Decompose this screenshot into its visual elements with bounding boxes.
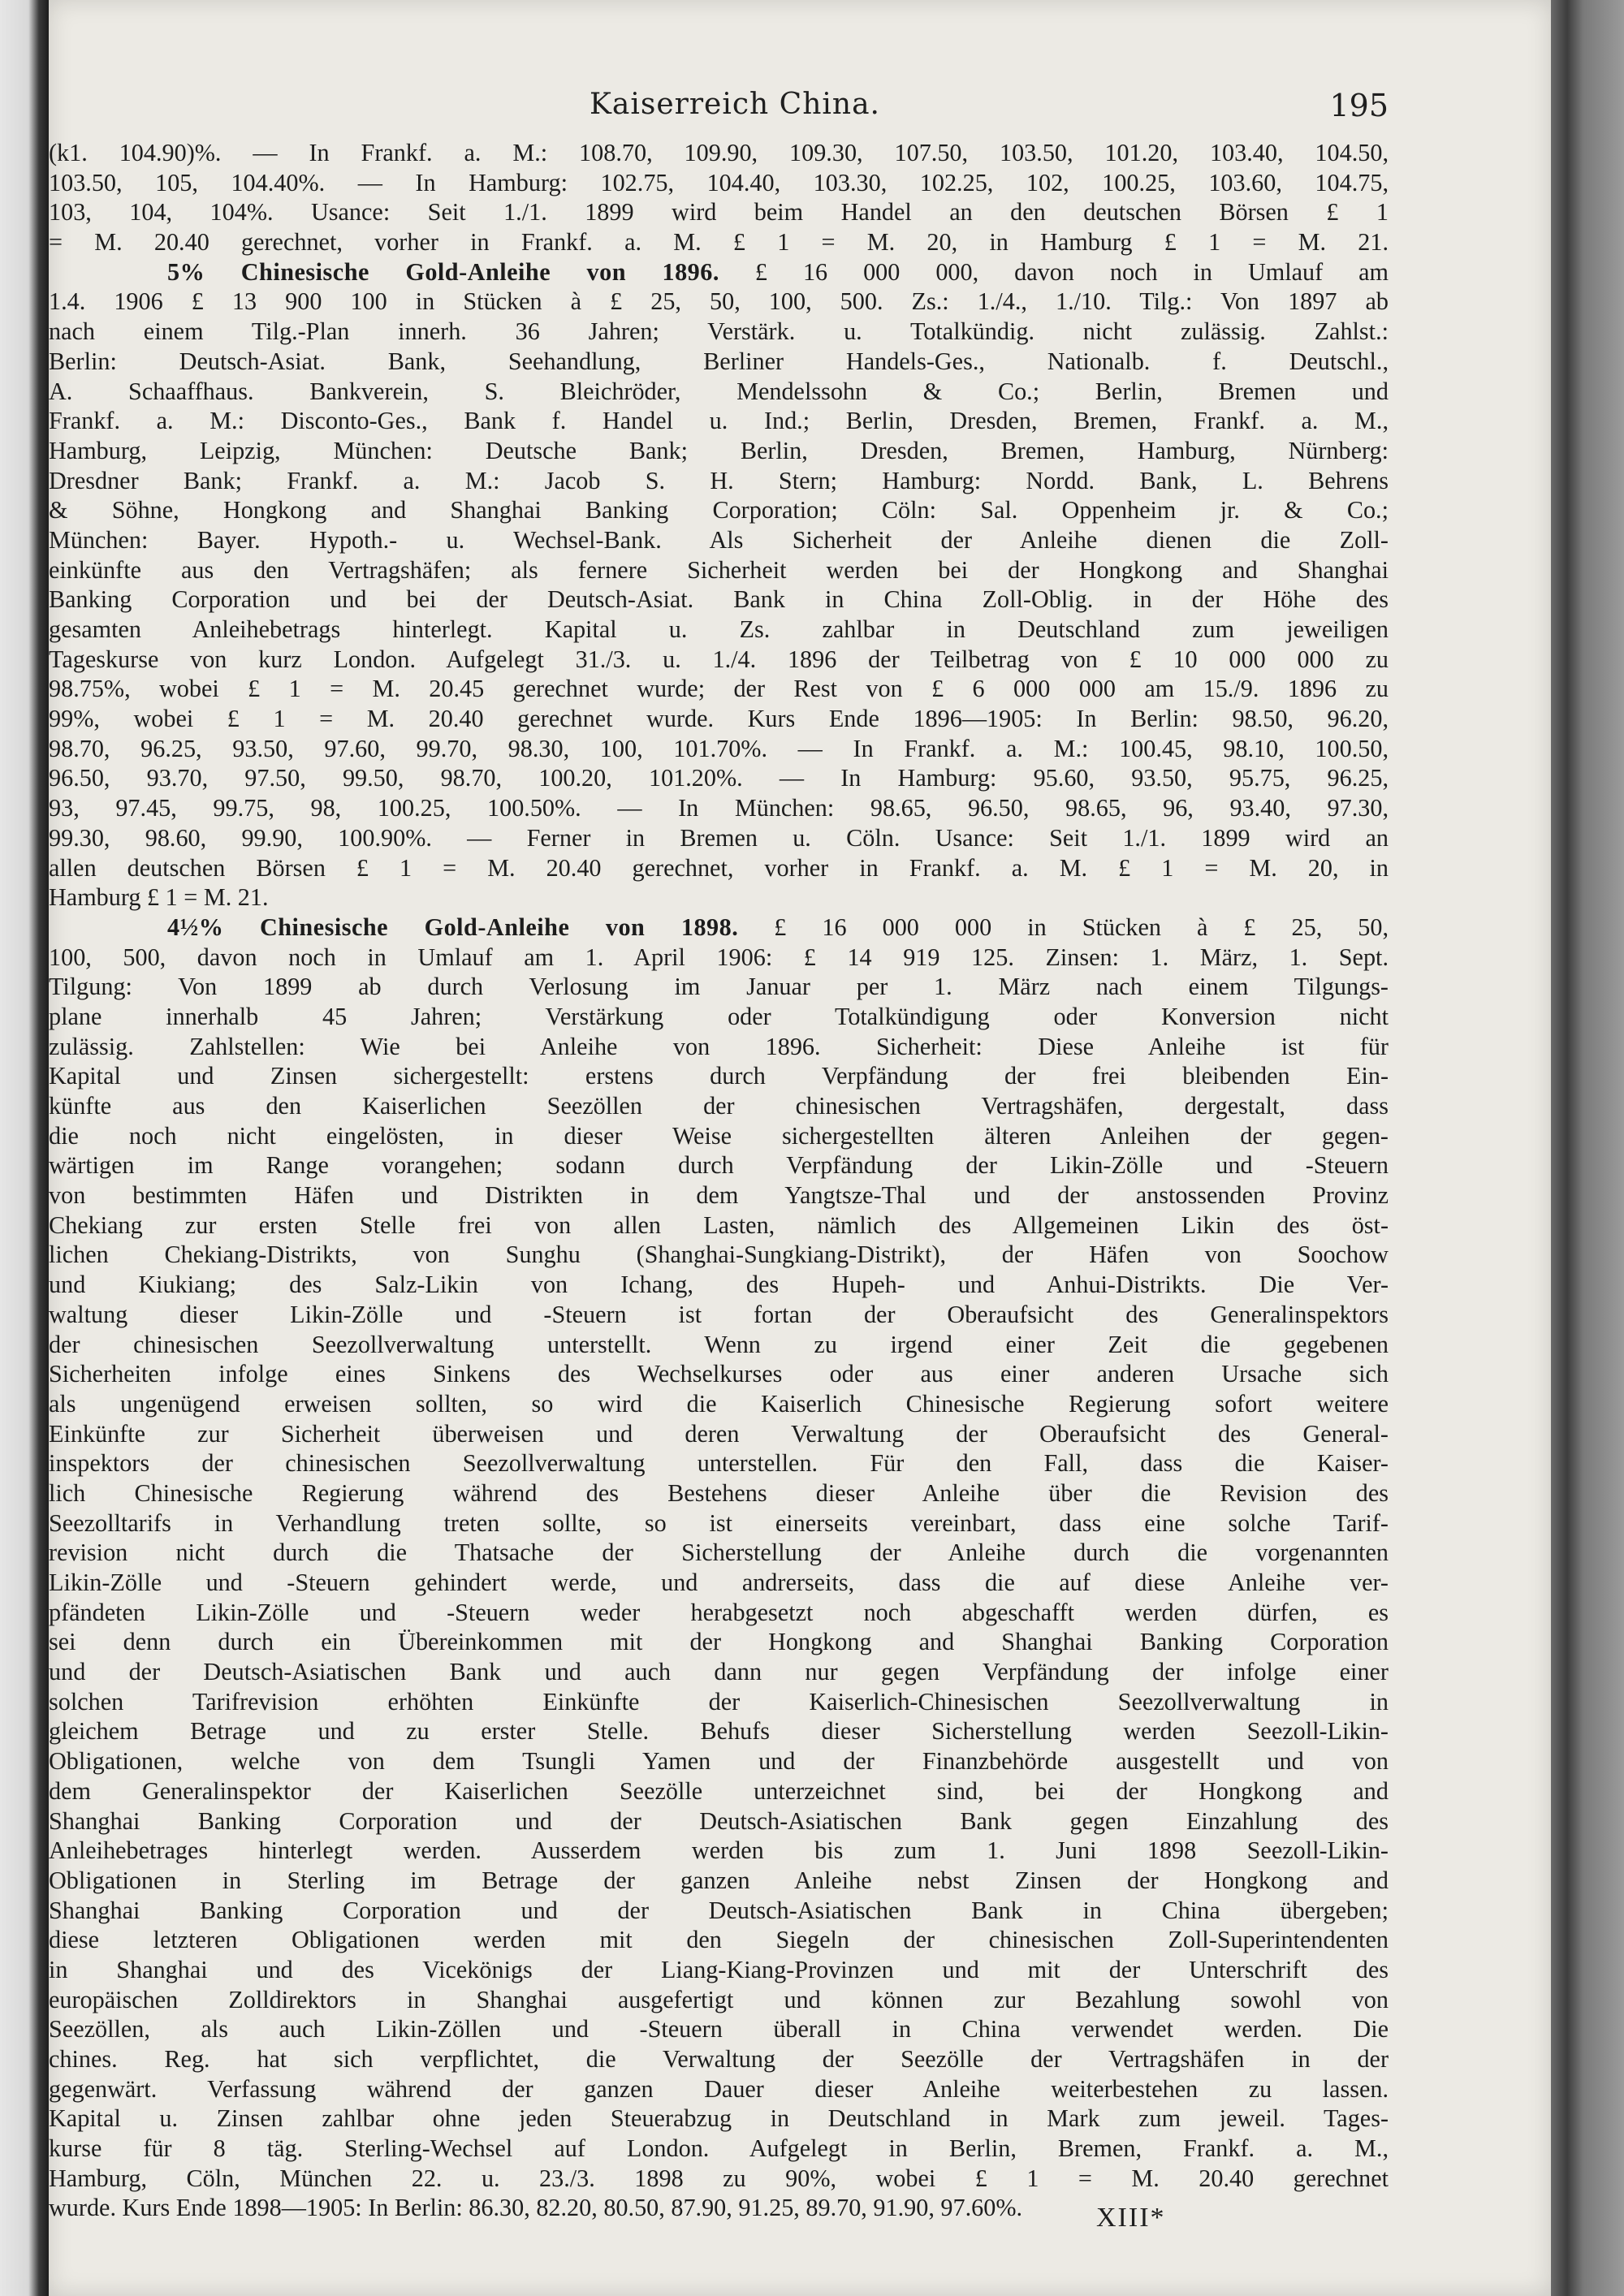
text-line [49, 1300, 1389, 1330]
section-heading: 4½% Chinesische Gold-Anleihe von 1898. [167, 913, 739, 941]
text-line [49, 2193, 1389, 2223]
text-line [49, 1687, 1389, 1717]
text-line [49, 2074, 1389, 2104]
line-text: Sicherheiten infolge eines Sinkens des Wechselkurses oder aus einer anderen Ursache sich [49, 1360, 1389, 1388]
line-text: als ungenügend erweisen sollten, so wird die Kaiserlich Chinesische Regierung sofort weitere [49, 1389, 1389, 1418]
text-line [49, 287, 1389, 317]
text-line [49, 734, 1389, 764]
text-line [49, 227, 1389, 257]
line-text: lichen Chekiang-Distrikts, von Sunghu (Shanghai-Sungkiang-Distrikt), der Häfen von Soochow [49, 1241, 1389, 1269]
text-line [49, 1211, 1389, 1241]
line-text: der chinesischen Seezollverwaltung unterstellt. Wenn zu irgend einer Zeit die gegebenen [49, 1330, 1389, 1358]
text-line [49, 1478, 1389, 1508]
text-line [49, 1538, 1389, 1568]
line-text: und der Deutsch-Asiatischen Bank und auch dann nur gegen Verpfändung der infolge einer [49, 1658, 1389, 1686]
text-line [49, 2164, 1389, 2194]
text-line [49, 1896, 1389, 1926]
text-line [49, 1836, 1389, 1866]
text-line [49, 1448, 1389, 1478]
text-line [49, 555, 1389, 585]
book-edge-right [1551, 0, 1624, 2296]
line-text: Banking Corporation und bei der Deutsch-Asiat. Bank in China Zoll-Oblig. in der Höhe des [49, 585, 1389, 614]
text-line [49, 1180, 1389, 1211]
text-line [49, 1955, 1389, 1985]
line-text: revision nicht durch die Thatsache der Sicherstellung der Anleihe durch die vorgenannten [49, 1539, 1389, 1567]
line-text: wärtigen im Range vorangehen; sodann durch Verpfändung der Likin-Zölle und -Steuern [49, 1151, 1389, 1180]
text-line [49, 1240, 1389, 1270]
text-line [49, 525, 1389, 555]
line-text: Shanghai Banking Corporation und der Deutsch-Asiatischen Bank in China übergeben; [49, 1896, 1389, 1924]
line-text: allen deutschen Börsen £ 1 = M. 20.40 gerechnet, vorher in Frankf. a. M. £ 1 = M. 20, in [49, 853, 1389, 882]
line-text: 99%, wobei £ 1 = M. 20.40 gerechnet wurde. Kurs Ende 1896—1905: In Berlin: 98.50, 96.20, [49, 705, 1389, 733]
text-line [49, 943, 1389, 973]
text-line [49, 1598, 1389, 1628]
text-line [49, 1985, 1389, 2015]
line-text: Einkünfte zur Sicherheit überweisen und deren Verwaltung der Oberaufsicht des General- [49, 1419, 1389, 1448]
line-text: Seezolltarifs in Verhandlung treten sollte, so ist einerseits vereinbart, dass eine solche Tarif- [49, 1508, 1389, 1537]
line-text: die noch nicht eingelösten, in dieser Weise sichergestellten älteren Anleihen der gegen- [49, 1121, 1389, 1150]
line-text: Hamburg, Cöln, München 22. u. 23./3. 1898 zu 90%, wobei £ 1 = M. 20.40 gerechnet [49, 2164, 1389, 2192]
line-text: Tilgung: Von 1899 ab durch Verlosung im Januar per 1. März nach einem Tilgungs- [49, 973, 1389, 1001]
text-line [49, 1657, 1389, 1687]
page-number: 195 [1329, 88, 1389, 123]
text-line [49, 1627, 1389, 1657]
line-text: A. Schaaffhaus. Bankverein, S. Bleichröder, Mendelssohn & Co.; Berlin, Bremen und [49, 377, 1389, 405]
line-text: & Söhne, Hongkong and Shanghai Banking Corporation; Cöln: Sal. Oppenheim jr. & Co.; [49, 496, 1389, 524]
text-line [49, 466, 1389, 496]
line-text: künfte aus den Kaiserlichen Seezöllen der chinesischen Vertragshäfen, dergestalt, dass [49, 1092, 1389, 1120]
line-text: Tageskurse von kurz London. Aufgelegt 31./3. u. 1./4. 1896 der Teilbetrag von £ 10 000 000 zu [49, 645, 1389, 673]
text-line [49, 2134, 1389, 2164]
text-line [49, 883, 1389, 913]
line-text: pfändeten Likin-Zölle und -Steuern weder herabgesetzt noch abgeschafft werden dürfen, es [49, 1598, 1389, 1626]
line-text: gegenwärt. Verfassung während der ganzen Dauer dieser Anleihe weiterbestehen zu lassen. [49, 2074, 1389, 2103]
text-line [49, 1716, 1389, 1746]
line-text: 103, 104, 104%. Usance: Seit 1./1. 1899 wird beim Handel an den deutschen Börsen £ 1 [49, 198, 1389, 227]
line-text: kurse für 8 täg. Sterling-Wechsel auf London. Aufgelegt in Berlin, Bremen, Frankf. a. M., [49, 2134, 1389, 2163]
signature-mark: XIII* [1096, 2203, 1166, 2233]
line-text: = M. 20.40 gerechnet, vorher in Frankf. a. M. £ 1 = M. 20, in Hamburg £ 1 = M. 21. [49, 228, 1389, 257]
line-text: Kapital und Zinsen sichergestellt: erstens durch Verpfändung der frei bleibenden Ein- [49, 1062, 1389, 1090]
line-text: gesamten Anleihebetrags hinterlegt. Kapital u. Zs. zahlbar in Deutschland zum jeweiligen [49, 615, 1389, 643]
line-text: 96.50, 93.70, 97.50, 99.50, 98.70, 100.20, 101.20%. — In Hamburg: 95.60, 93.50, 95.75, 96.25, [49, 764, 1389, 792]
line-text: Likin-Zölle und -Steuern gehindert werde, und andrerseits, dass die auf diese Anleihe ver- [49, 1569, 1389, 1596]
text-line [49, 138, 1389, 168]
text-line [49, 1150, 1389, 1180]
line-text: von bestimmten Häfen und Distrikten in dem Yangtsze-Thal und der anstossenden Provinz [49, 1181, 1389, 1210]
text-line [49, 1389, 1389, 1419]
text-line [49, 1061, 1389, 1091]
line-text: solchen Tarifrevision erhöhten Einkünfte der Kaiserlich-Chinesischen Seezollverwaltung in [49, 1687, 1389, 1716]
text-line [49, 1002, 1389, 1032]
text-line [49, 645, 1389, 675]
text-line [49, 197, 1389, 227]
line-text: 93, 97.45, 99.75, 98, 100.25, 100.50%. — In München: 98.65, 96.50, 98.65, 96, 93.40, 97.30, [49, 794, 1389, 822]
text-line [49, 406, 1389, 436]
line-text: europäischen Zolldirektors in Shanghai ausgefertigt und können zur Bezahlung sowohl von [49, 1985, 1389, 2013]
text-line [49, 1091, 1389, 1121]
line-text: 98.70, 96.25, 93.50, 97.60, 99.70, 98.30, 100, 101.70%. — In Frankf. a. M.: 100.45, 98.10, 100.50, [49, 734, 1389, 762]
text-line [49, 2104, 1389, 2134]
text-line [49, 763, 1389, 793]
line-text: Hamburg £ 1 = M. 21. [49, 883, 269, 912]
line-text: 100, 500, davon noch in Umlauf am 1. April 1906: £ 14 919 125. Zinsen: 1. März, 1. Sept. [49, 943, 1389, 971]
text-line [49, 972, 1389, 1002]
text-line [49, 1568, 1389, 1598]
line-text: Obligationen, welche von dem Tsungli Yamen und der Finanzbehörde ausgestellt und von [49, 1747, 1389, 1776]
line-text: Berlin: Deutsch-Asiat. Bank, Seehandlung, Berliner Handels-Ges., Nationalb. f. Deutschl., [49, 347, 1389, 375]
line-text: waltung dieser Likin-Zölle und -Steuern ist fortan der Oberaufsicht des Generalinspektors [49, 1300, 1389, 1328]
text-line [49, 615, 1389, 645]
text-line [49, 1330, 1389, 1360]
text-line [49, 317, 1389, 347]
line-text: Kapital u. Zinsen zahlbar ohne jeden Steuerabzug in Deutschland in Mark zum jeweil. Tages- [49, 2104, 1389, 2133]
text-line [49, 1419, 1389, 1449]
line-text: chines. Reg. hat sich verpflichtet, die Verwaltung der Seezölle der Vertragshäfen in der [49, 2045, 1389, 2073]
text-line [49, 436, 1389, 466]
text-line [49, 1121, 1389, 1151]
text-line [49, 704, 1389, 734]
line-text: wurde. Kurs Ende 1898—1905: In Berlin: 86.30, 82.20, 80.50, 87.90, 91.25, 89.70, 91.90, 97.60%. [49, 2194, 1023, 2222]
line-text: 98.75%, wobei £ 1 = M. 20.45 gerechnet wurde; der Rest von £ 6 000 000 am 15./9. 1896 zu [49, 675, 1389, 703]
section-heading: 5% Chinesische Gold-Anleihe von 1896. [167, 257, 719, 286]
text-line [49, 1032, 1389, 1062]
line-text: zulässig. Zahlstellen: Wie bei Anleihe von 1896. Sicherheit: Diese Anleihe ist für [49, 1032, 1389, 1060]
text-line [49, 1776, 1389, 1806]
line-text: und Kiukiang; des Salz-Likin von Ichang, des Hupeh- und Anhui-Distrikts. Die Ver- [49, 1271, 1389, 1299]
text-line [49, 347, 1389, 377]
text-line [49, 1866, 1389, 1896]
line-text: diese letzteren Obligationen werden mit den Siegeln der chinesischen Zoll-Superintendenten [49, 1926, 1389, 1954]
line-text: £ 16 000 000, davon noch in Umlauf am [719, 257, 1389, 286]
line-text: München: Bayer. Hypoth.- u. Wechsel-Bank. Als Sicherheit der Anleihe dienen die Zoll- [49, 525, 1389, 554]
section-heading-line [49, 257, 1389, 287]
text-line [49, 1359, 1389, 1389]
text-line [49, 495, 1389, 525]
line-text: 1.4. 1906 £ 13 900 100 in Stücken à £ 25, 50, 100, 500. Zs.: 1./4., 1./10. Tilg.: Von 1897 ab [49, 287, 1389, 316]
line-text: Obligationen in Sterling im Betrage der ganzen Anleihe nebst Zinsen der Hongkong and [49, 1866, 1389, 1894]
text-line [49, 1806, 1389, 1836]
line-text: Dresdner Bank; Frankf. a. M.: Jacob S. H. Stern; Hamburg: Nordd. Bank, L. Behrens [49, 466, 1389, 494]
text-line [49, 585, 1389, 615]
text-line [49, 793, 1389, 823]
line-text: lich Chinesische Regierung während des Bestehens dieser Anleihe über die Revision des [49, 1478, 1389, 1507]
text-line [49, 674, 1389, 704]
text-line [49, 1746, 1389, 1776]
line-text: gleichem Betrage und zu erster Stelle. Behufs dieser Sicherstellung werden Seezoll-Likin- [49, 1717, 1389, 1746]
line-text: in Shanghai und des Vicekönigs der Liang-Kiang-Provinzen und mit der Unterschrift des [49, 1955, 1389, 1983]
text-line [49, 853, 1389, 883]
text-line [49, 377, 1389, 407]
page-header [81, 88, 1389, 128]
text-line [49, 2014, 1389, 2044]
line-text: Seezöllen, als auch Likin-Zöllen und -Steuern überall in China verwendet werden. Die [49, 2015, 1389, 2044]
text-line [49, 2044, 1389, 2074]
line-text: 103.50, 105, 104.40%. — In Hamburg: 102.75, 104.40, 103.30, 102.25, 102, 100.25, 103.60, 104.75, [49, 168, 1389, 196]
line-text: sei denn durch ein Übereinkommen mit der Hongkong and Shanghai Banking Corporation [49, 1628, 1389, 1656]
line-text: plane innerhalb 45 Jahren; Verstärkung oder Totalkündigung oder Konversion nicht [49, 1002, 1389, 1030]
line-text: nach einem Tilg.-Plan innerh. 36 Jahren; Verstärk. u. Totalkündig. nicht zulässig. Zahlst.: [49, 317, 1389, 346]
line-text: 99.30, 98.60, 99.90, 100.90%. — Ferner in Bremen u. Cöln. Usance: Seit 1./1. 1899 wird an [49, 823, 1389, 852]
line-text: £ 16 000 000 in Stücken à £ 25, 50, [738, 913, 1389, 941]
text-line [49, 168, 1389, 198]
running-title: Kaiserreich China. [589, 88, 880, 121]
line-text: Frankf. a. M.: Disconto-Ges., Bank f. Handel u. Ind.; Berlin, Dresden, Bremen, Frankf. a. M., [49, 407, 1389, 435]
line-text: Anleihebetrages hinterlegt werden. Ausserdem werden bis zum 1. Juni 1898 Seezoll-Likin- [49, 1836, 1389, 1865]
line-text: Shanghai Banking Corporation und der Deutsch-Asiatischen Bank gegen Einzahlung des [49, 1806, 1389, 1835]
text-line [49, 1508, 1389, 1539]
line-text: dem Generalinspektor der Kaiserlichen Seezölle unterzeichnet sind, bei der Hongkong and [49, 1776, 1389, 1805]
line-text: inspektors der chinesischen Seezollverwaltung unterstellen. Für den Fall, dass die Kaiser- [49, 1449, 1389, 1478]
body-text [49, 138, 1389, 2223]
section-heading-line [49, 913, 1389, 943]
line-text: Chekiang zur ersten Stelle frei von allen Lasten, nämlich des Allgemeinen Likin des öst- [49, 1211, 1389, 1239]
line-text: (k1. 104.90)%. — In Frankf. a. M.: 108.70, 109.90, 109.30, 107.50, 103.50, 101.20, 103.40, 104.50, [49, 139, 1389, 166]
text-line [49, 1270, 1389, 1300]
line-text: Hamburg, Leipzig, München: Deutsche Bank; Berlin, Dresden, Bremen, Hamburg, Nürnberg: [49, 436, 1389, 464]
line-text: einkünfte aus den Vertragshäfen; als fernere Sicherheit werden bei der Hongkong and Shanghai [49, 555, 1389, 584]
text-line [49, 823, 1389, 853]
text-line [49, 1925, 1389, 1955]
book-gutter-left [0, 0, 49, 2296]
